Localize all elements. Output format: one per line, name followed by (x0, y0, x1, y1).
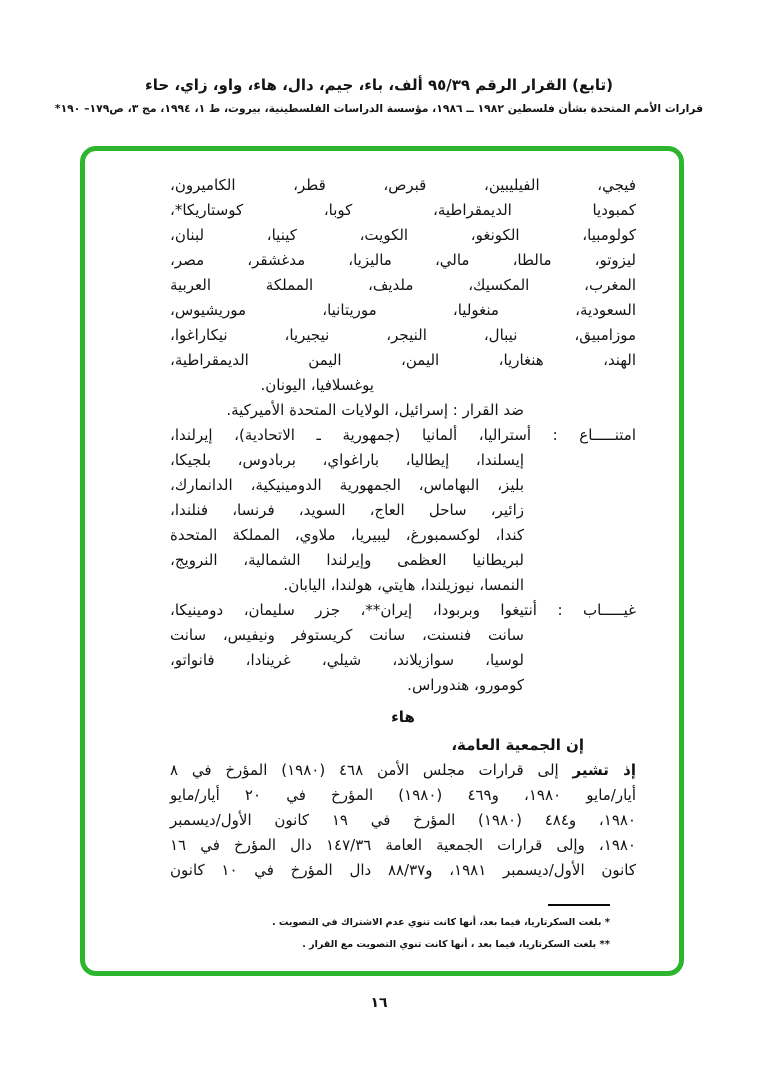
text-line: كانون الأول/ديسمبر ١٩٨١، و٨٨/٣٧ دال المؤرخ في ١٠ كانون (170, 861, 636, 879)
in-favor-continuation-list (170, 173, 636, 373)
source-citation: قرارات الأمم المتحدة بشأن فلسطين ١٩٨٢ ــ ١٩٨٦، مؤسسة الدراسات الفلسطينية، بيروت، ط ١، ١٩٩٤، مج ٣، ص١٧٩– ١٩٠* (54, 102, 704, 115)
footnote (170, 912, 610, 934)
footnote-rule (548, 904, 610, 906)
abstain-first-text: أستراليا، ألمانيا (جمهورية ـ الاتحادية)، إيرلندا، (170, 426, 532, 444)
footnote-marker: * (604, 917, 610, 928)
text-line: ليزوتو، مالطا، مالي، ماليزيا، مدغشقر، مصر، (170, 251, 636, 269)
abstain-label: امتنـــــاع : (552, 426, 636, 444)
text-line: المغرب، المكسيك، ملديف، المملكة العربية (170, 276, 636, 294)
absent-label: غيـــــاب : (557, 601, 636, 619)
recalling-lead: إذ تشير (572, 761, 636, 779)
recalling-paragraph (170, 783, 636, 883)
abstain-first-line (170, 423, 636, 448)
recalling-first-line (170, 758, 636, 783)
text-line: السعودية، منغوليا، موريتانيا، موريشيوس، (170, 301, 636, 319)
absent-last-line: كومورو، هندوراس. (407, 676, 524, 694)
against-line (170, 398, 636, 423)
page-header (0, 76, 758, 115)
absent-first-text: أنتيغوا وبربودا، إيران**، جزر سليمان، دومينيكا، (170, 601, 537, 619)
text-line: فيجي، الفيليبين، قبرص، قطر، الكاميرون، (170, 176, 636, 194)
text-line: الهند، هنغاريا، اليمن، اليمن الديمقراطية، (170, 351, 636, 369)
against-text: إسرائيل، الولايات المتحدة الأميركية. (226, 401, 448, 419)
resolution-title: (تابع) القرار الرقم ٩٥/٣٩ ألف، باء، جيم، دال، هاء، واو، زاي، حاء (145, 76, 613, 94)
text-line: لوسيا، سوازيلاند، شيلي، غرينادا، فانواتو، (170, 651, 524, 669)
text-line: كولومبيا، الكونغو، الكويت، كينيا، لبنان، (170, 226, 636, 244)
assembly-line: إن الجمعية العامة، (451, 736, 584, 754)
highlight-frame (80, 146, 684, 976)
text-line: كمبوديا الديمقراطية، كوبا، كوستاريكا*، (170, 201, 636, 219)
text-line: ١٩٨٠، و٤٨٤ (١٩٨٠) المؤرخ في ١٩ كانون الأول/ديسمبر (170, 811, 636, 829)
text-line: سانت فنسنت، سانت كريستوفر ونيفيس، سانت (170, 626, 524, 644)
footnotes (170, 912, 610, 956)
text-line: زائير، ساحل العاج، السويد، فرنسا، فنلندا، (170, 501, 524, 519)
text-line: موزامبيق، نيبال، النيجر، نيجيريا، نيكاراغوا، (170, 326, 636, 344)
text-line: لبريطانيا العظمى وإيرلندا الشمالية، النرويج، (170, 551, 524, 569)
text-line: كندا، لوكسمبورغ، ليبيريا، ملاوي، المملكة المتحدة (170, 526, 524, 544)
section-heading: هاء (391, 708, 415, 726)
text-line: ١٩٨٠، وإلى قرارات الجمعية العامة ١٤٧/٣٦ دال المؤرخ في ١٦ (170, 836, 636, 854)
footnote-text: بلغت السكرتاريا، فيما بعد، أنها كانت تنوي عدم الاشتراك في التصويت . (271, 917, 605, 928)
footnote-text: بلغت السكرتاريا، فيما بعد ، أنها كانت تنوي التصويت مع القرار . (302, 939, 600, 950)
absent-first-line (170, 598, 636, 623)
abstain-last-line: النمسا، نيوزيلندا، هايتي، هولندا، اليابان. (283, 576, 524, 594)
absent-list (170, 623, 636, 673)
resolution-body (85, 151, 679, 956)
against-label: ضد القرار : (452, 401, 524, 419)
text-line: بليز، البهاماس، الجمهورية الدومينيكية، الدانمارك، (170, 476, 524, 494)
in-favor-last-line: يوغسلافيا، اليونان. (260, 376, 374, 394)
footnote-marker: ** (599, 939, 610, 950)
page-number: ١٦ (370, 995, 388, 1011)
footnote (170, 934, 610, 956)
text-line: أيار/مايو ١٩٨٠، و٤٦٩ (١٩٨٠) المؤرخ في ٢٠ أيار/مايو (170, 786, 637, 804)
text-line: إيسلندا، إيطاليا، باراغواي، بربادوس، بلجيكا، (170, 451, 524, 469)
recalling-first-text: إلى قرارات مجلس الأمن ٤٦٨ (١٩٨٠) المؤرخ في ٨ (170, 761, 559, 779)
abstain-list (170, 448, 636, 573)
